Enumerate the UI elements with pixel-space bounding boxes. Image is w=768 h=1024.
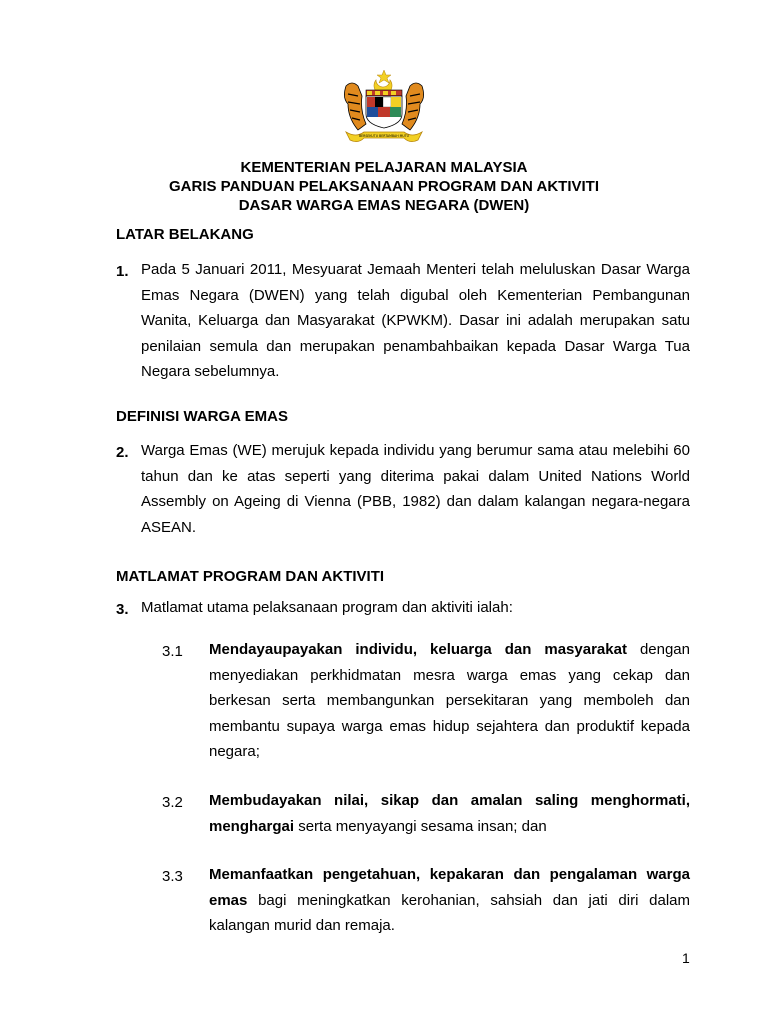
paragraph-number-1: 1. [116,263,129,280]
sub-item-3-3 [209,862,690,939]
coat-of-arms-icon [338,66,430,148]
sub-item-number-3-1: 3.1 [162,643,183,660]
sub-item-number-3-3: 3.3 [162,868,183,885]
title-line-2: GARIS PANDUAN PELAKSANAAN PROGRAM DAN AKTIVITI [168,178,599,195]
paragraph-number-2: 2. [116,444,129,461]
heading-latar-belakang: LATAR BELAKANG [116,226,254,243]
paragraph-1: Pada 5 Januari 2011, Mesyuarat Jemaah Menteri telah meluluskan Dasar Warga Emas Negara (DWEN) yang telah digubal oleh Kementerian Pembangunan Wanita, Keluarga dan Masyarakat (KPWKM). Dasar ini adalah merupakan satu penilaian semula dan merupakan penambahbaikan kepada Dasar Warga Tua Negara sebelumnya. [141,261,690,380]
title-line-1: KEMENTERIAN PELAJARAN MALAYSIA [240,159,528,176]
title-line-3: DASAR WARGA EMAS NEGARA (DWEN) [238,197,530,214]
page-number: 1 [682,950,690,966]
sub-item-3-3-text: bagi meningkatkan kerohanian, sahsiah dan jati diri dalam kalangan murid dan remaja. [209,891,690,934]
paragraph-number-3: 3. [116,601,129,618]
sub-item-3-3-bold: Memanfaatkan pengetahuan, kepakaran dan pengalaman warga emas [209,866,690,909]
sub-item-3-2-bold: Membudayakan nilai, sikap dan amalan saling menghormati, menghargai [209,792,690,835]
sub-item-3-1 [209,637,690,765]
sub-item-3-1-bold: Mendayaupayakan individu, keluarga dan masyarakat [209,641,627,658]
heading-definisi-warga-emas: DEFINISI WARGA EMAS [116,408,288,425]
sub-item-3-1-text: dengan menyediakan perkhidmatan mesra warga emas yang cekap dan berkesan serta membangunkan persekitaran yang memboleh dan membantu supaya warga emas hidup sejahtera dan produktif kepada negara; [209,641,690,760]
crest-motto: BERSEKUTU BERTAMBAH MUTU [358,134,410,138]
heading-matlamat: MATLAMAT PROGRAM DAN AKTIVITI [116,568,385,585]
paragraph-3: Matlamat utama pelaksanaan program dan aktiviti ialah: [141,599,513,616]
document-title [0,158,768,215]
sub-item-number-3-2: 3.2 [162,794,183,811]
paragraph-2: Warga Emas (WE) merujuk kepada individu yang berumur sama atau melebihi 60 tahun dan ke atas seperti yang diterima pakai dalam United Nations World Assembly on Ageing di Vienna (PBB, 1982) dan dalam kalangan negara-negara ASEAN. [141,442,690,536]
sub-item-3-2 [209,788,690,839]
sub-item-3-2-text: serta menyayangi sesama insan; dan [294,817,547,835]
